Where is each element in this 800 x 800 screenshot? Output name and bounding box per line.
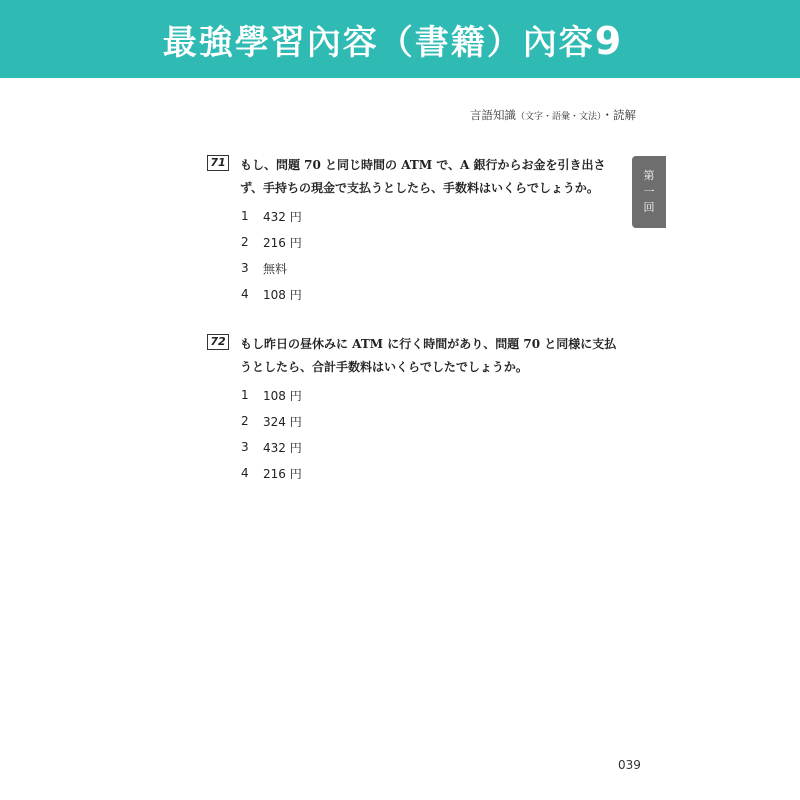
answer-choice (241, 281, 617, 307)
section-tab-line1: 第 (643, 169, 655, 182)
choice-label: 324 円 (263, 414, 302, 429)
answer-choice (241, 434, 617, 460)
question-text (240, 154, 612, 200)
question-text-line: もし昨日の昼休みに ATM に行く時間があり、問題 70 と同様に支払 (240, 337, 617, 351)
question-number: 71 (207, 155, 229, 171)
running-header (470, 107, 636, 123)
answer-choice (241, 203, 617, 229)
title-banner (0, 0, 800, 78)
question-72 (207, 333, 617, 486)
choice-label: 108 円 (263, 287, 302, 302)
choice-number: 2 (241, 414, 249, 428)
banner-title-text: 最強學習內容（書籍）內容 (162, 22, 595, 63)
banner-title-number: 9 (594, 18, 624, 63)
choice-label: 216 円 (263, 235, 302, 250)
choice-label: 432 円 (263, 440, 302, 455)
choice-label: 216 円 (263, 466, 302, 481)
choice-label: 108 円 (263, 388, 302, 403)
question-text-line: ず、手持ちの現金で支払うとしたら、手数料はいくらでしょうか。 (240, 181, 599, 195)
running-header-main: 言語知識 (469, 108, 516, 122)
running-header-sub: （文字・語彙・文法） (515, 112, 602, 122)
question-text (240, 333, 617, 379)
answer-choice (241, 408, 617, 434)
page-number: 039 (618, 758, 641, 772)
choice-number: 1 (241, 209, 249, 223)
question-number: 72 (207, 334, 229, 350)
choice-number: 3 (241, 261, 249, 275)
choice-number: 4 (241, 466, 249, 480)
answer-choice (241, 382, 617, 408)
question-text-line: もし、問題 70 と同じ時間の ATM で、A 銀行からお金を引き出さ (240, 158, 606, 172)
question-71 (207, 154, 617, 307)
question-text-line: うとしたら、合計手数料はいくらでしたでしょうか。 (240, 360, 528, 374)
choice-label: 無料 (263, 261, 288, 276)
section-tab-line3: 回 (643, 201, 655, 214)
running-header-tail: ・読解 (601, 108, 636, 122)
choice-number: 2 (241, 235, 249, 249)
section-tab (632, 156, 666, 228)
answer-choice (241, 460, 617, 486)
choice-label: 432 円 (263, 209, 302, 224)
answer-choices (241, 382, 617, 486)
choice-number: 1 (241, 388, 249, 402)
banner-title (163, 15, 623, 64)
choice-number: 3 (241, 440, 249, 454)
answer-choice (241, 229, 617, 255)
choice-number: 4 (241, 287, 249, 301)
section-tab-line2: 一 (643, 185, 655, 198)
answer-choices (241, 203, 617, 307)
answer-choice (241, 255, 617, 281)
